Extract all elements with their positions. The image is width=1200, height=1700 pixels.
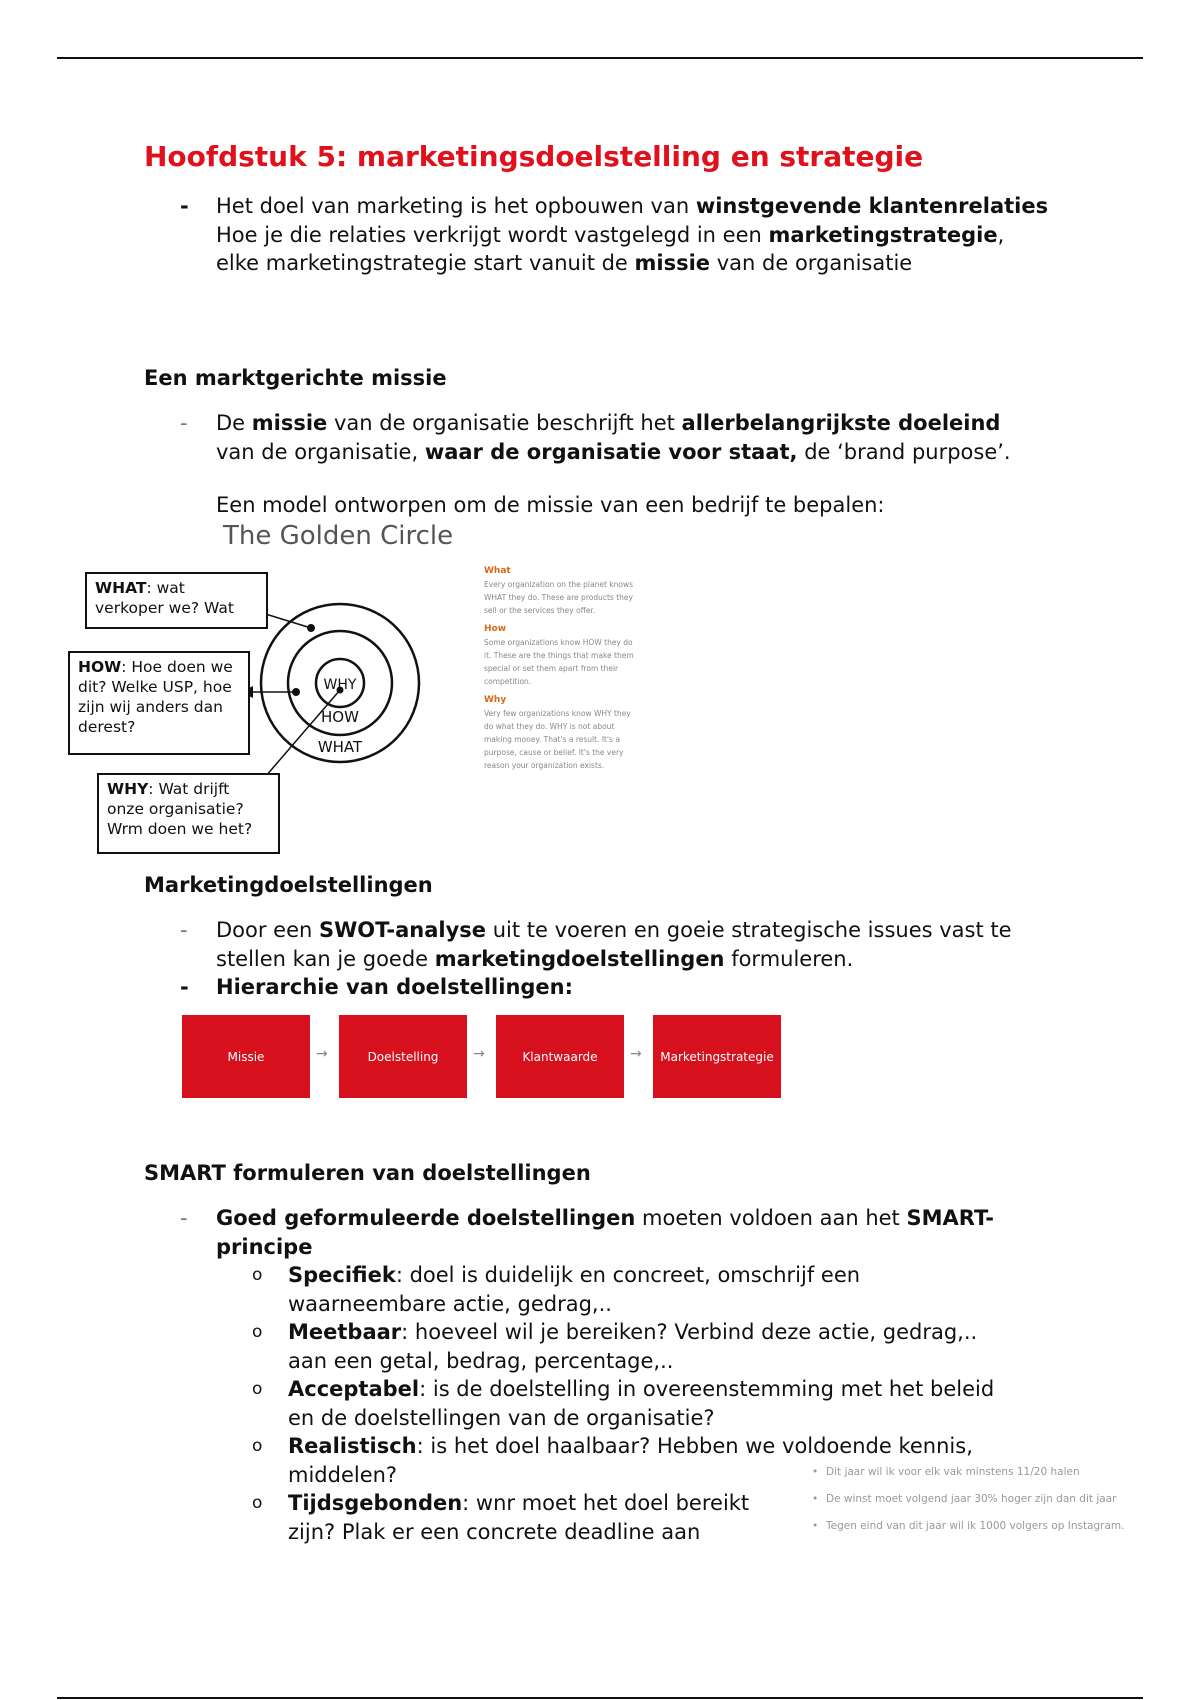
example-dot: • — [812, 1466, 819, 1478]
section-heading-smart: SMART formuleren van doelstellingen — [144, 1161, 591, 1185]
smart-example: • Dit jaar wil ik voor elk vak minstens 11/20 halen — [812, 1466, 1080, 1478]
swot-bullet: - Door een SWOT-analyse uit te voeren en goeie strategische issues vast te stellen kan je goede marketingdoelstellingen formuleren. — [180, 918, 1012, 971]
hierarchy-step-missie: Missie — [182, 1015, 310, 1098]
what-box: WHAT: wat verkoper we? Wat — [85, 572, 268, 629]
section-heading-doelstellingen: Marketingdoelstellingen — [144, 873, 433, 897]
smart-example: • Tegen eind van dit jaar wil ik 1000 volgers op Instagram. — [812, 1520, 1125, 1532]
hierarchy-arrow: → — [630, 1046, 642, 1062]
hierarchy-step-marketingstrategie: Marketingstrategie — [653, 1015, 781, 1098]
model-line: Een model ontworpen om de missie van een bedrijf te bepalen: — [216, 493, 885, 517]
smart-example: • De winst moet volgend jaar 30% hoger zijn dan dit jaar — [812, 1493, 1117, 1505]
section-heading-missie: Een marktgerichte missie — [144, 366, 447, 390]
ring-label-why: WHY — [323, 677, 357, 693]
page-title: Hoofdstuk 5: marketingsdoelstelling en strategie — [144, 140, 924, 173]
why-box: WHY: Wat drijft onze organisatie? Wrm doen we het? — [97, 773, 280, 854]
circle-bullet: o — [252, 1493, 263, 1513]
bullet-dash: - — [180, 918, 188, 942]
smart-item-meetbaar: o Meetbaar: hoeveel wil je bereiken? Verbind deze actie, gedrag,.. aan een getal, bedrag, percentage,.. — [252, 1320, 978, 1373]
smart-item-tijdsgebonden: o Tijdsgebonden: wnr moet het doel bereikt zijn? Plak er een concrete deadline aan — [252, 1491, 750, 1544]
bullet-dash: - — [180, 194, 189, 218]
circle-bullet: o — [252, 1265, 263, 1285]
bullet-dash: - — [180, 975, 189, 999]
bullet-dash: - — [180, 1206, 188, 1230]
circle-bullet: o — [252, 1322, 263, 1342]
smart-item-specifiek: o Specifiek: doel is duidelijk en concreet, omschrijf een waarneembare actie, gedrag,.. — [252, 1263, 861, 1316]
ring-label-how: HOW — [321, 708, 359, 726]
example-dot: • — [812, 1520, 819, 1532]
intro-bullet: - Het doel van marketing is het opbouwen van winstgevende klantenrelaties Hoe je die relaties verkrijgt wordt vastgelegd in een marketingstrategie, elke marketingstrategie start vanuit de missie van de organisatie — [180, 194, 1049, 275]
hierarchy-bullet: - Hierarchie van doelstellingen: — [216, 973, 1116, 1002]
bottom-rule — [57, 1697, 1143, 1699]
golden-circle-explanation: What Every organization on the planet knows WHAT they do. These are products they sell or the services they offer. How Some organizations know HOW they do it. These are the things that make them special or set them apart from their competition. Why Very few organizations know WHY they do what they do. WHY is not about making money. That's a result. It's a purpose, cause or belief. It's the very reason your organization exists. — [484, 566, 634, 770]
smart-item-realistisch: o Realistisch: is het doel haalbaar? Hebben we voldoende kennis, middelen? — [252, 1434, 973, 1487]
hierarchy-step-klantwaarde: Klantwaarde — [496, 1015, 624, 1098]
missie-bullet: - De missie van de organisatie beschrijft het allerbelangrijkste doeleind van de organisatie, waar de organisatie voor staat, de ‘brand purpose’. Een model ontworpen om de missie van een bedrijf te bepalen: — [216, 409, 1116, 520]
hierarchy-step-doelstelling: Doelstelling — [339, 1015, 467, 1098]
circle-bullet: o — [252, 1379, 263, 1399]
golden-circle-title: The Golden Circle — [223, 521, 454, 551]
hierarchy-arrow: → — [473, 1046, 485, 1062]
bullet-dash: - — [180, 411, 188, 435]
hierarchy-arrow: → — [316, 1046, 328, 1062]
smart-bullet: - Goed geformuleerde doelstellingen moeten voldoen aan het SMART- principe — [180, 1206, 994, 1259]
how-box: HOW: Hoe doen we dit? Welke USP, hoe zijn wij anders dan derest? — [68, 651, 250, 755]
example-dot: • — [812, 1493, 819, 1505]
circle-bullet: o — [252, 1436, 263, 1456]
smart-item-acceptabel: o Acceptabel: is de doelstelling in overeenstemming met het beleid en de doelstellingen van de organisatie? — [252, 1377, 995, 1430]
ring-label-what: WHAT — [317, 738, 363, 756]
